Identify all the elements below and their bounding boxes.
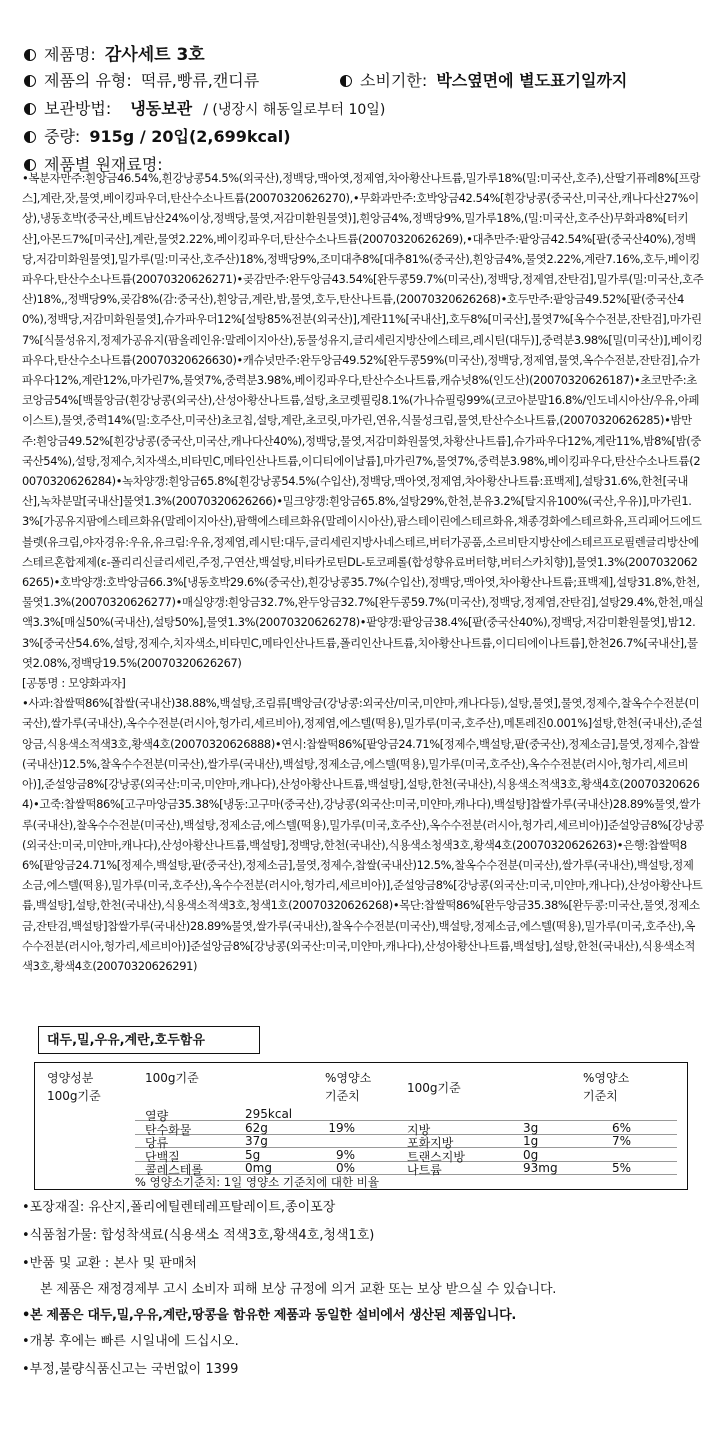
nutrition-cell: 5% xyxy=(611,1161,631,1175)
nutrition-table xyxy=(34,1062,688,1190)
half-circle-icon xyxy=(24,75,36,87)
storage-line xyxy=(24,96,385,119)
nutrition-cell: 3g xyxy=(523,1120,539,1135)
nutrition-cell: 62g xyxy=(245,1120,268,1135)
ingredients-block-2: •사과:찹쌀떡86%[찹쌀(국내산)38.88%,백설탕,조림류[백앙금(강낭콩:외국산/미국,미얀마,캐나다등),설탕,물엿],물엿,정제수,찰옥수수전분(미국산),쌀가루(국내산),옥수수전분(러시아,헝가리,세르비아),정제염,에스텔(떡용),밀가루(미국,호주산),메톤레진0.001%]설탕,한천(국내산),준설앙금,식용색소적색3호,황색4호(20070320626888)•연시:찹쌀떡86%[팥앙금24.71%[정제수,백설탕,팥(중국산),정제소금],물엿,정제수,찹쌀(국내산)12.5%,찰옥수수전분(미국산),쌀가루(국내산),백설탕,정제소금,에스텔(떡용),밀가루(미국,호주산),옥수수전분(러시아,헝가리,세르비아)],준설앙금8%[강낭콩(외국산:미국,미얀마,캐나다),산성아황산나트륨,백설탕],설탕,한천(국내산),식용색소적색3호,황색4호(200703206264)•고죽:찹쌀떡86%[고구마앙금35.38%[냉동:고구마(중국산),강낭콩(외국산:미국,미얀마,캐나다),백설탕]찹쌀가루(국내산)28.89%물엿,쌀가루(국내산),찰옥수수전분(미국산),백설탕,정제소금,에스텔(떡용),밀가루(미국,호주산),옥수수전분(러시아,헝가리,세르비아)]준설앙금8%[강낭콩(외국산:미국,미얀마,캐나다),산성아황산나트륨,백설탕],정백당,한천(국내산),식용색소청색3호,황색4호(20070320626263)•은행:찹쌀떡86%[팥앙금24.71%[정제수,백설탕,팥(중국산),정제소금],물엿,정제수,찹쌀(국내산)12.5%,찰옥수수전분(미국산),쌀가루(국내산),백설탕,정제소금,에스텔(떡용),밀가루(미국,호주산),옥수수전분(러시아,헝가리,세르비아)],준설앙금8%[강낭콩(외국산:미국,미얀마,캐나다),산성아황산나트륨,백설탕],설탕,한천(국내산),식용색소적색3호,청색1호(20070320626268)•목단:찹쌀떡86%[완두앙금35.38%[완두콩:미국산,물엿,정제소금,잔탄검,백설탕]찹쌀가루(국내산)28.89%물엿,쌀가루(국내산),찰옥수수전분(미국산),백설탕,정제소금,에스텔(떡용),밀가루(미국,호주산),옥수수전분(러시아,헝가리,세르비아)]준설앙금8%[강낭콩(외국산:미국,미얀마,캐나다),산성아황산나트륨,백설탕],설탕,한천(국내산),식용색소적색3호,황색4호(20070320626291) xyxy=(22,696,704,973)
ingredients-label: 제품별 원재료명: xyxy=(44,155,163,174)
nutrition-footnote: % 영양소기준치: 1일 영양소 기준치에 대한 비율 xyxy=(135,1175,380,1189)
product-name: 감사세트 3호 xyxy=(104,45,205,65)
nutrition-cell: 0g xyxy=(523,1147,539,1162)
nutrition-cell: 5g xyxy=(245,1147,261,1162)
nutrition-pct-header-1a: %영양소 xyxy=(325,1071,372,1085)
expiry-value: 박스옆면에 별도표기일까지 xyxy=(436,71,628,90)
storage-label: 보관방법: xyxy=(44,99,112,118)
expiry-label: 소비기한: xyxy=(360,71,428,90)
weight-label: 중량: xyxy=(44,127,81,146)
nutrition-row-header-1: 영양성분 xyxy=(47,1071,94,1085)
additives-note: •식품첨가물: 합성착색료(식용색소 적색3호,황색4호,청색1호) xyxy=(22,1228,375,1243)
return-text: 본 제품은 재정경제부 고시 소비자 피해 보상 규정에 의거 교환 또는 보상 받으실 수 있습니다. xyxy=(40,1282,557,1297)
packaging-note: •포장재질: 유산지,폴리에틸렌테레프탈레이트,종이포장 xyxy=(22,1200,336,1215)
nutrition-pct-header-1b: 기준치 xyxy=(325,1089,360,1103)
nutrition-cell: 7% xyxy=(611,1134,631,1148)
report-note: •부정,불량식품신고는 국번없이 1399 xyxy=(22,1362,239,1377)
nutrition-cell: 9% xyxy=(335,1147,355,1162)
half-circle-icon xyxy=(24,131,36,143)
nutrition-cell: 단백질 xyxy=(145,1149,180,1164)
nutrition-cell: 0% xyxy=(335,1161,355,1175)
product-type-label: 제품의 유형: xyxy=(44,71,132,90)
nutrition-cell: 탄수화물 xyxy=(145,1122,192,1137)
nutrition-cell: 93mg xyxy=(523,1161,558,1175)
half-circle-icon xyxy=(24,103,36,115)
common-name-label: [공통명 : 모양화과자] xyxy=(22,676,126,691)
nutrition-cell: 1g xyxy=(523,1134,539,1148)
nutrition-cell: 지방 xyxy=(407,1122,431,1137)
nutrition-cell: 열량 xyxy=(145,1109,169,1123)
half-circle-icon xyxy=(340,75,352,87)
nutrition-cell: 트랜스지방 xyxy=(407,1149,465,1164)
nutrition-pct-header-2a: %영양소 xyxy=(583,1071,630,1085)
nutrition-cell: 나트륨 xyxy=(407,1163,442,1177)
product-type-line xyxy=(24,68,259,91)
weight-line xyxy=(24,124,291,147)
storage-note: / (냉장시 해동일로부터 10일) xyxy=(203,102,386,118)
nutrition-cell: 콜레스테롤 xyxy=(145,1163,203,1177)
nutrition-basis-2: 100g기준 xyxy=(407,1081,461,1095)
nutrition-cell: 포화지방 xyxy=(407,1136,454,1150)
ingredients-text xyxy=(22,168,704,976)
nutrition-row-header-2: 100g기준 xyxy=(47,1089,101,1103)
product-name-label: 제품명: xyxy=(44,45,96,64)
weight-value: 915g / 20입(2,699kcal) xyxy=(89,127,291,146)
storage-value: 냉동보관 xyxy=(130,99,193,118)
nutrition-cell: 6% xyxy=(611,1120,631,1135)
nutrition-cell: 19% xyxy=(328,1120,355,1135)
return-title: •반품 및 교환 : 본사 및 판매처 xyxy=(22,1256,197,1271)
facility-note: •본 제품은 대두,밀,우유,계란,땅콩을 함유한 제품과 동일한 설비에서 생산된 제품입니다. xyxy=(22,1308,517,1323)
product-name-line xyxy=(24,40,205,65)
ingredients-block-1: •복분자만주:흰앙금46.54%,흰강낭콩54.5%(외국산),정백당,맥아엿,정제염,차아황산나트륨,밀가루18%(밀:미국산,호주),산딸기퓨레8%[프랑스],계란,잣,물엿,베이킹파우더,탄산수소나트륨(20070320626270),•무화과만주:호박앙금42.54%[흰강낭콩(중국산,미국산,캐나다산27%이상),냉동호박(중국산,베트남산24%이상,정백당,물엿,저감미환원물엿)],흰앙금4%,정백당9%,밀가루18%,(밀:미국산,호주산)무화과8%[터키산],아몬드7%[미국산],계란,물엿2.22%,베이킹파우더,탄산수소나트륨(20070320626269),•대추만주:팥앙금42.54%[팥(중국산40%),정백당,저감미화원물엿],밀가루(밀:미국산,호주산)18%,정백당9%,조미대추8%[대추81%(중국산),흰앙금4%,물엿2.22%,계란7.16%,호두,베이킹파우다,탄산수소나트륨(20070320626271)•곶감만주:완두앙금43.54%[완두콩59.7%(미국산),정백당,정제염,잔탄검],밀가루(밀:미국산,호주산)18%,,정백당9%,곶감8%(감:중국산),흰앙금,계란,밤,물엿,호두,탄산나트륨,(20070320626268)•호두만주:팥앙금49.52%[팥(중국산40%),정백당,저감미화원물엿],슈가파우더12%[설탕85%전분(외국산)],계란11%[국내산],호두8%[미국산],물엿7%[옥수수전분,잔탄검],마가린7%[식물성유지,정제가공유지(팜올레인유:말레이지아산),동물성유지,글리세린지방산에스테르,레시틴(대두)],중력분3.98%[밀(미국산)],베이킹파우다,탄산수소나트륨(20070320626630)•캐슈넛만주:완두앙금49.52%[완두콩59%(미국산),정백당,정제염,물엿,옥수수전분,잔탄검],슈가파우다12%,계란12%,마가린7%,물엿7%,중력분3.98%,베이킹파우다,탄산수소나트륨,캐슈넛8%(인도산)(20070320626187)•초코만주:초코앙금54%[백물앙금(흰강낭콩(외국산),산성아황산나트륨,설탕,초코렛필링8.1%(가나슈필링99%(코코아분말16.8%/인도네시아산/우유,아페이스트),물엿,중력14%(밀:호주산,미국산)초코칩,설탕,계란,초코릿,마가린,연유,식물성크림,물엿,탄산수소나트륨,(20070320626285)•밤만주:흰앙금49.52%[흰강낭콩(중국산,미국산,캐나다산40%),정백당,물엿,저감미화원물엿,차황산나트륨],슈가파우다12%,계란11%,밤8%[밤(중국산54%),설탕,정제수,치자색소,비타민C,메타인산나트륨,이디티에이날륨],마가린7%,물엿7%,중력분3.98%,베이킹파우다,탄산수소나트륨(20070320626284)•녹차양갱:흰앙금65.8%[흰강낭콩54.5%(수입산),정백당,맥아엿,정제염,차아황산나트륨:표백제],설탕31.6%,한천[국내산],녹차분말[국내산]물엿1.3%(20070320626266)•밀크양갱:흰앙금65.8%,설탕29%,한천,분유3.2%[탈지유100%(국산,우유)],마가린1.3%[가공유지팜에스테르화유(말레이지아산),팜핵에스테르화유(말레이시아산),팜스테이린에스테르화유,채종경화에스테르화유,프리페어드에드블렛(유크림,야자경유:우유,유크림:우유,정제염,레시틴:대두,글리세린지방사네스테르,버터가공품,소르비탄지방산에스테르프로필렌글리방산에스테르혼합제제(ε-폴리리신글리세린,주정,구연산,백설탕,비타카로틴DL-토코페롤(합성향유료버터향,버터스카치향)],물엿1.3%(20070320626265)•호박양갱:호박앙금66.3%[냉동호박29.6%(중국산),흰강낭콩35.7%(수입산),정백당,맥아엿,차아황산나트륨;표백제],설탕31.8%,한천,물엿1.3%(20070320626277)•매실양갱:흰앙금32.7%,완두앙금32.7%[완두콩59.7%(미국산),정백당,정제염,잔탄검],설탕29.4%,한천,매실액3.3%[매실50%(국내산),설탕50%],물엿1.3%(20070320626278)•팥양갱:팥앙금38.4%[팥(중국산40%),정백당,저감미환원물엿],밤12.3%[중국산54.6%,설탕,정제수,치자색소,비타민C,메타인산나트륨,폴리인산나트륨,치아황산나트륨,이디티에이나트륨],한천26.7%[국내산],물엿2.08%,정백당19.5%(20070320626267) xyxy=(22,171,704,670)
expiry-line xyxy=(340,68,627,91)
nutrition-cell: 37g xyxy=(245,1134,268,1148)
nutrition-cell: 0mg xyxy=(245,1161,272,1175)
nutrition-rows xyxy=(35,1063,687,1189)
nutrition-cell: 당류 xyxy=(145,1136,169,1150)
allergy-box: 대두,밀,우유,계란,호두함유 xyxy=(38,1026,260,1054)
open-note: •개봉 후에는 빠른 시일내에 드십시오. xyxy=(22,1334,239,1349)
nutrition-pct-header-2b: 기준치 xyxy=(583,1089,618,1103)
nutrition-basis-1: 100g기준 xyxy=(145,1071,199,1085)
product-type-value: 떡류,빵류,캔디류 xyxy=(140,71,260,90)
nutrition-cell: 295kcal xyxy=(245,1107,293,1121)
half-circle-icon xyxy=(24,49,36,61)
